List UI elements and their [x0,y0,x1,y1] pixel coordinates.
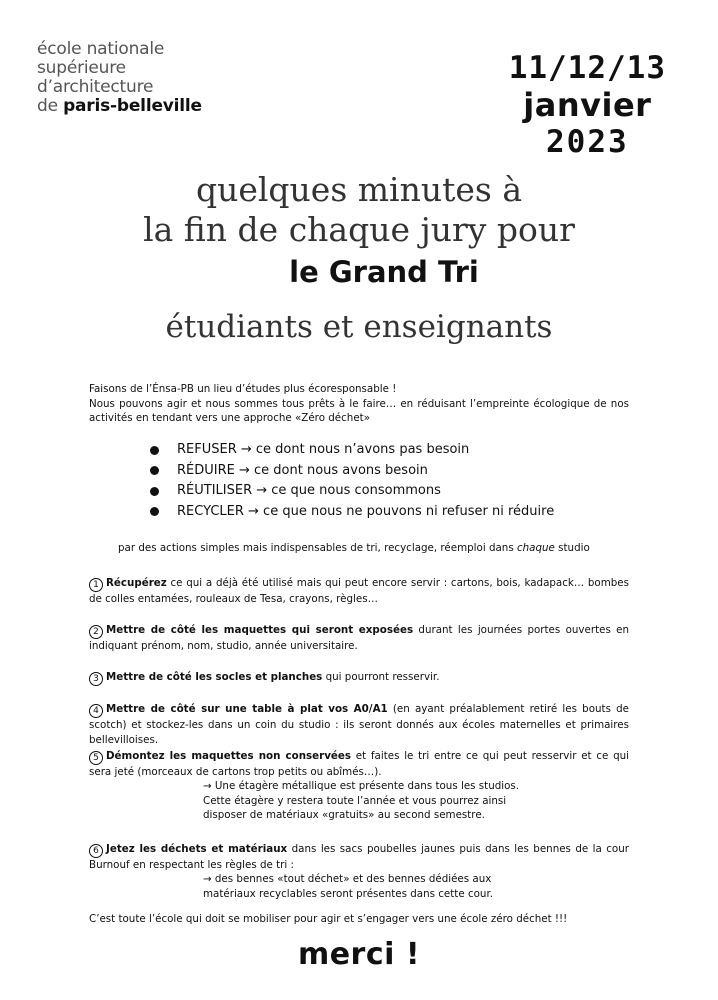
step-5 [89,749,629,780]
bullet-icon [150,507,159,516]
step-5-note [203,779,533,823]
headline-line-2: la fin de chaque jury pour [143,210,575,249]
school-name [37,40,202,116]
intro-line-1: Faisons de l’Énsa-PB un lieu d’études plus écoresponsable ! [89,383,397,395]
step-3-text: qui pourront resservir. [322,671,440,683]
intro-line-2: Nous pouvons agir et nous sommes tous prêts à le faire… en réduisant l’empreinte écologique de nos activités en tendant vers une approche «Zéro déchet» [89,397,629,425]
principle-recycler: RECYCLER → ce que nous ne pouvons ni refuser ni réduire [177,503,555,519]
step-5-text: et faites le tri entre ce qui peut resservir et ce qui sera jeté (morceaux de cartons trop petits ou abîmés…). [89,750,629,778]
circled-number-icon: 2 [89,625,103,639]
list-item [150,461,554,482]
step-4-text: (en ayant préalablement retiré les bouts de scotch) et stockez-les dans un coin du studio : ils seront donnés aux écoles maternelles et primaires bellevilloises. [89,703,629,746]
closing-sentence: C’est toute l’école qui doit se mobiliser pour agir et s’engager vers une école zéro déchet !!! [89,913,568,925]
list-item [150,481,554,502]
school-line-3: d’architecture [37,77,154,97]
step-5-note-line-1: → Une étagère métallique est présente dans tous les studios. [203,780,520,792]
school-line-4 [37,97,202,116]
step-4-action: Mettre de côté sur une table à plat vos A0/A1 [106,703,388,715]
step-6-note-line-2: matériaux recyclables seront présentes dans cette cour. [203,887,494,900]
school-line-1: école nationale [37,39,165,59]
step-5-action: Démontez les maquettes non conservées [106,750,352,762]
circled-number-icon: 6 [89,844,103,858]
step-3 [89,670,629,686]
step-5-note-line-3: disposer de matériaux «gratuits» au second semestre. [203,809,485,822]
step-1 [89,576,629,607]
step-5-note-line-2: Cette étagère y restera toute l’année et vous pourrez ainsi [203,794,507,807]
principle-refuser: REFUSER → ce dont nous n’avons pas besoin [177,442,470,457]
step-3-action: Mettre de côté les socles et planches [106,671,323,683]
step-6-action: Jetez les déchets et matériaux [106,843,288,855]
actions-text-italic: chaque [516,542,555,554]
intro-paragraph [89,382,629,426]
step-2 [89,623,629,654]
circled-number-icon: 3 [89,672,103,686]
step-6-text: dans les sacs poubelles jaunes puis dans les bennes de la cour Burnouf en respectant les règles de tri : [89,843,629,871]
actions-sentence [118,541,590,555]
headline-audience: étudiants et enseignants [165,309,553,345]
list-item [150,440,554,461]
bullet-icon [150,487,159,496]
headline-title: le Grand Tri [289,255,479,289]
school-prefix: de [37,96,64,116]
bullet-icon [150,446,159,455]
school-location: paris-belleville [63,96,202,116]
event-days: 11/12/13 [508,50,666,86]
step-1-action: Récupérez [106,577,167,589]
school-line-2: supérieure [37,58,126,78]
event-year: 2023 [546,124,629,160]
step-2-action: Mettre de côté les maquettes qui seront exposées [106,624,414,636]
principles-list [150,440,554,522]
step-2-text: durant les journées portes ouvertes en indiquant prénom, nom, studio, année universitaire. [89,624,630,652]
actions-text-before: par des actions simples mais indispensables de tri, recyclage, réemploi dans [118,542,517,554]
step-6-note-line-1: → des bennes «tout déchet» et des bennes dédiées aux [203,873,492,885]
principle-reduire: RÉDUIRE → ce dont nous avons besoin [177,462,428,478]
circled-number-icon: 4 [89,704,103,718]
event-month: janvier [523,86,652,124]
principle-reutiliser: RÉUTILISER → ce que nous consommons [177,483,441,498]
list-item [150,502,554,523]
thank-you: merci ! [297,937,421,972]
circled-number-icon: 5 [89,751,103,765]
step-6-note [203,872,533,901]
actions-text-after: studio [554,542,590,554]
headline-line-1: quelques minutes à [195,170,523,209]
step-4 [89,702,629,747]
circled-number-icon: 1 [89,578,103,592]
step-6 [89,842,629,873]
event-dates [509,50,666,160]
step-1-text: ce qui a déjà été utilisé mais qui peut encore servir : cartons, bois, kadapack… bombes de colles entamées, rouleaux de Tesa, crayons, règles… [89,577,629,605]
bullet-icon [150,466,159,475]
